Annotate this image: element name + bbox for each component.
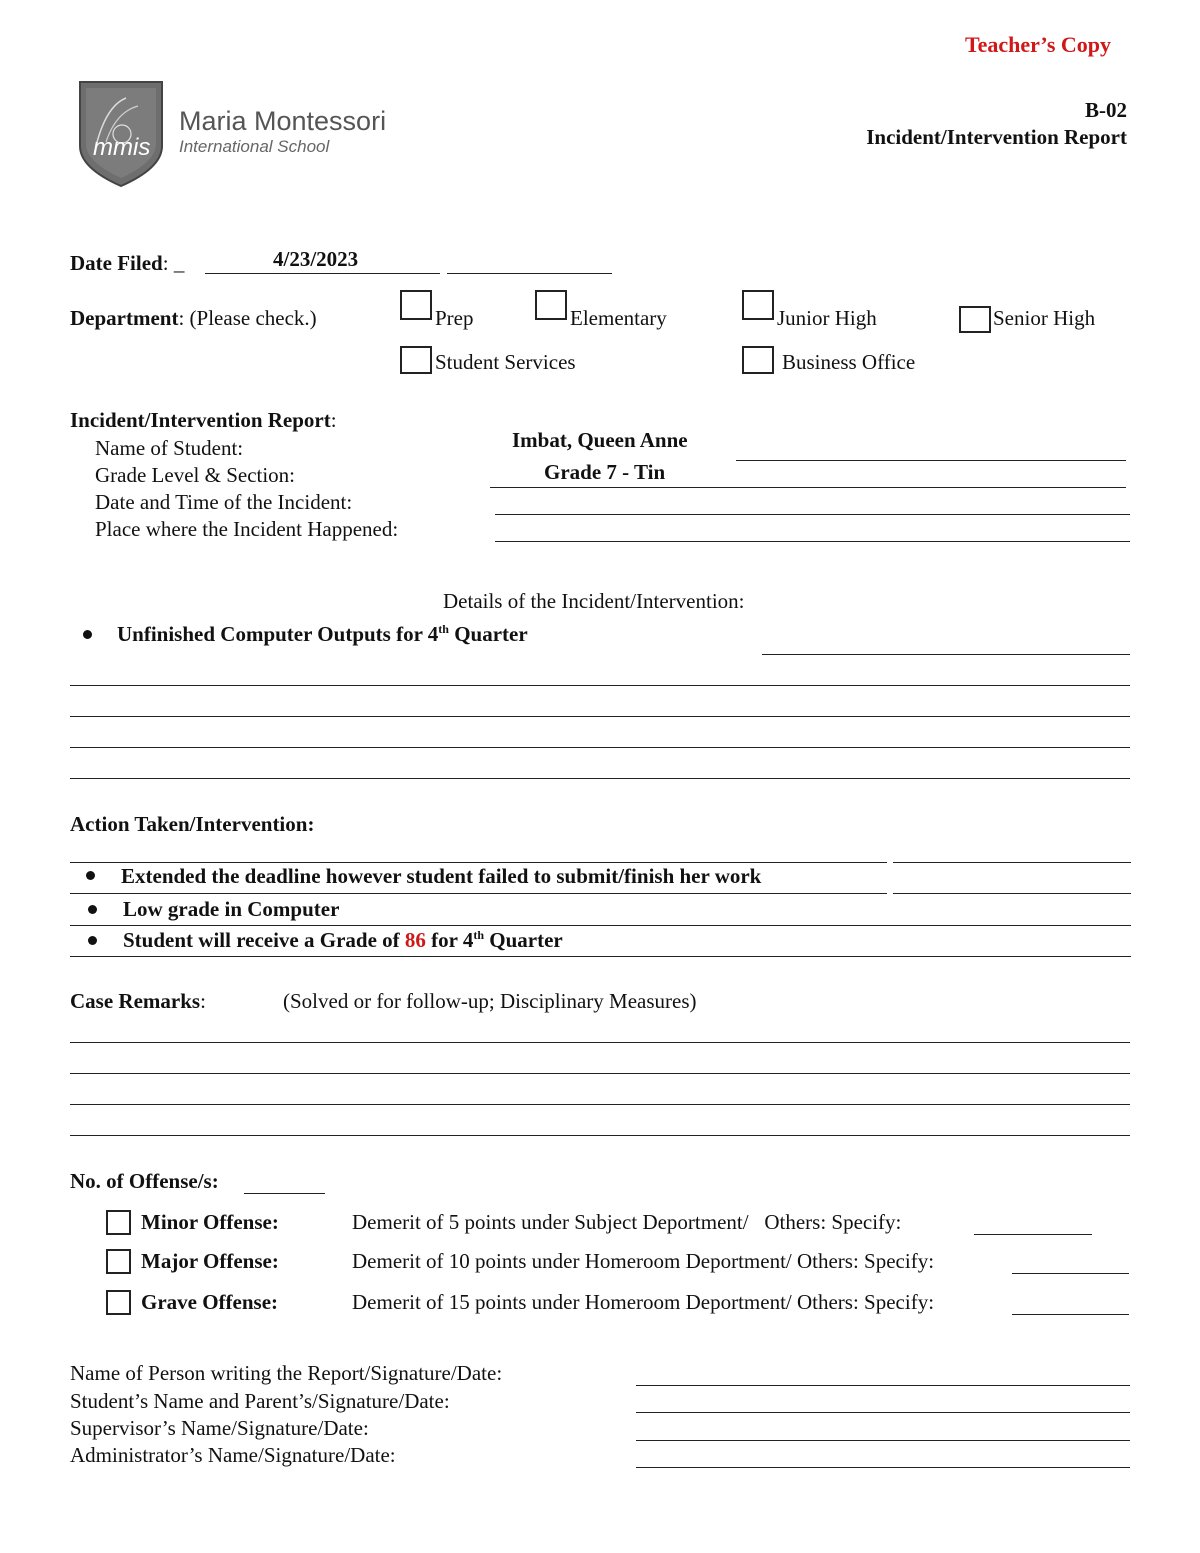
signature-label-supervisor: Supervisor’s Name/Signature/Date:	[70, 1416, 369, 1440]
shield-logo-icon	[76, 76, 166, 188]
details-heading: Details of the Incident/Intervention:	[443, 589, 745, 613]
details-item	[117, 622, 528, 647]
action-grade-value: 86	[404, 928, 426, 952]
checkbox-major-offense[interactable]	[106, 1249, 131, 1274]
action-bullet-3	[88, 936, 97, 945]
signature-line-student-parent[interactable]	[636, 1412, 1130, 1413]
student-name-value[interactable]: Imbat, Queen Anne	[512, 428, 688, 452]
option-student-services-label: Student Services	[435, 350, 576, 374]
department-label-group	[70, 306, 317, 331]
details-bullet	[83, 630, 92, 639]
report-heading: Incident/Intervention Report	[70, 408, 331, 432]
option-business-office-label: Business Office	[782, 350, 916, 374]
case-remarks-label: Case Remarks	[70, 989, 201, 1013]
action-item-1: Extended the deadline however student failed to submit/finish her work	[121, 864, 762, 888]
minor-offense-desc: Demerit of 5 points under Subject Deportment/ Others: Specify:	[352, 1210, 902, 1234]
action-grade-sup: th	[473, 928, 485, 942]
grave-offense-specify-line[interactable]	[1012, 1314, 1129, 1315]
department-hint: : (Please check.)	[178, 306, 317, 330]
action-grade-prefix: Student will receive a Grade of	[123, 928, 405, 952]
details-line-1	[70, 685, 1130, 686]
minor-offense-label: Minor Offense:	[141, 1210, 279, 1234]
report-heading-colon: :	[330, 408, 337, 432]
details-line-4	[70, 778, 1130, 779]
case-remarks-line-4[interactable]	[70, 1135, 1130, 1136]
checkbox-student-services[interactable]	[400, 346, 432, 374]
signature-line-supervisor[interactable]	[636, 1440, 1130, 1441]
major-offense-label: Major Offense:	[141, 1249, 279, 1273]
date-filed-line-2	[447, 273, 612, 274]
action-item-3	[123, 928, 563, 953]
student-name-line	[736, 460, 1126, 461]
logo-school-name: Maria Montessori	[179, 106, 387, 136]
checkbox-grave-offense[interactable]	[106, 1290, 131, 1315]
details-item-sup: th	[438, 622, 449, 636]
incident-datetime-label: Date and Time of the Incident:	[95, 490, 353, 514]
details-line-2	[70, 716, 1130, 717]
date-filed-label: Date Filed	[70, 251, 163, 275]
case-remarks-label-group	[70, 989, 206, 1014]
option-junior-high-label: Junior High	[777, 306, 877, 330]
checkbox-junior-high[interactable]	[742, 290, 774, 320]
action-bullet-2	[88, 905, 97, 914]
form-title: Incident/Intervention Report	[866, 125, 1127, 149]
report-heading-group	[70, 408, 337, 433]
date-filed-label-group	[70, 251, 184, 276]
grade-section-line	[490, 487, 1126, 488]
offense-count-line[interactable]	[244, 1193, 325, 1194]
action-heading: Action Taken/Intervention:	[70, 812, 315, 836]
action-line-0b	[893, 862, 1131, 863]
checkbox-senior-high[interactable]	[959, 306, 991, 333]
action-bullet-1	[86, 871, 95, 880]
offense-count-label: No. of Offense/s:	[70, 1169, 219, 1193]
action-grade-suffix: Quarter	[484, 928, 563, 952]
student-name-label: Name of Student:	[95, 436, 244, 460]
checkbox-minor-offense[interactable]	[106, 1210, 131, 1235]
action-line-2	[70, 925, 1131, 926]
date-filed-line	[205, 273, 440, 274]
logo-school-subtitle: International School	[179, 137, 330, 156]
case-remarks-hint: (Solved or for follow-up; Disciplinary Measures)	[283, 989, 697, 1013]
school-logo	[76, 76, 387, 193]
action-line-1a	[70, 893, 887, 894]
department-label: Department	[70, 306, 179, 330]
form-code: B-02	[1085, 98, 1127, 122]
option-prep-label: Prep	[435, 306, 474, 330]
option-elementary-label: Elementary	[570, 306, 667, 330]
case-remarks-colon: :	[200, 989, 206, 1013]
signature-label-student-parent: Student’s Name and Parent’s/Signature/Date:	[70, 1389, 450, 1413]
signature-line-administrator[interactable]	[636, 1467, 1130, 1468]
checkbox-business-office[interactable]	[742, 346, 774, 374]
details-item-text: Unfinished Computer Outputs for 4	[117, 622, 439, 646]
grade-section-label: Grade Level & Section:	[95, 463, 296, 487]
grave-offense-label: Grave Offense:	[141, 1290, 279, 1314]
details-item-suffix: Quarter	[448, 622, 528, 646]
checkbox-elementary[interactable]	[535, 290, 567, 320]
minor-offense-specify-line[interactable]	[974, 1234, 1092, 1235]
case-remarks-line-2[interactable]	[70, 1073, 1130, 1074]
grade-section-value[interactable]: Grade 7 - Tin	[544, 460, 666, 484]
details-line-3	[70, 747, 1130, 748]
grave-offense-desc: Demerit of 15 points under Homeroom Deportment/ Others: Specify:	[352, 1290, 935, 1314]
action-grade-mid: for 4	[425, 928, 474, 952]
action-line-1b	[893, 893, 1131, 894]
signature-label-writer: Name of Person writing the Report/Signature/Date:	[70, 1361, 503, 1385]
action-line-3	[70, 956, 1131, 957]
major-offense-desc: Demerit of 10 points under Homeroom Deportment/ Others: Specify:	[352, 1249, 935, 1273]
incident-datetime-line[interactable]	[495, 514, 1130, 515]
logo-monogram: mmis	[93, 134, 151, 161]
signature-label-administrator: Administrator’s Name/Signature/Date:	[70, 1443, 396, 1467]
option-senior-high-label: Senior High	[993, 306, 1096, 330]
signature-line-writer[interactable]	[636, 1385, 1130, 1386]
action-item-2: Low grade in Computer	[123, 897, 340, 921]
date-filed-colon: : _	[162, 251, 185, 275]
teachers-copy-label: Teacher’s Copy	[965, 32, 1112, 57]
details-line-0	[762, 654, 1130, 655]
date-filed-value[interactable]: 4/23/2023	[273, 247, 359, 271]
incident-place-line[interactable]	[495, 541, 1130, 542]
checkbox-prep[interactable]	[400, 290, 432, 320]
action-line-0a	[70, 862, 887, 863]
major-offense-specify-line[interactable]	[1012, 1273, 1129, 1274]
case-remarks-line-3[interactable]	[70, 1104, 1130, 1105]
incident-place-label: Place where the Incident Happened:	[95, 517, 399, 541]
case-remarks-line-1[interactable]	[70, 1042, 1130, 1043]
